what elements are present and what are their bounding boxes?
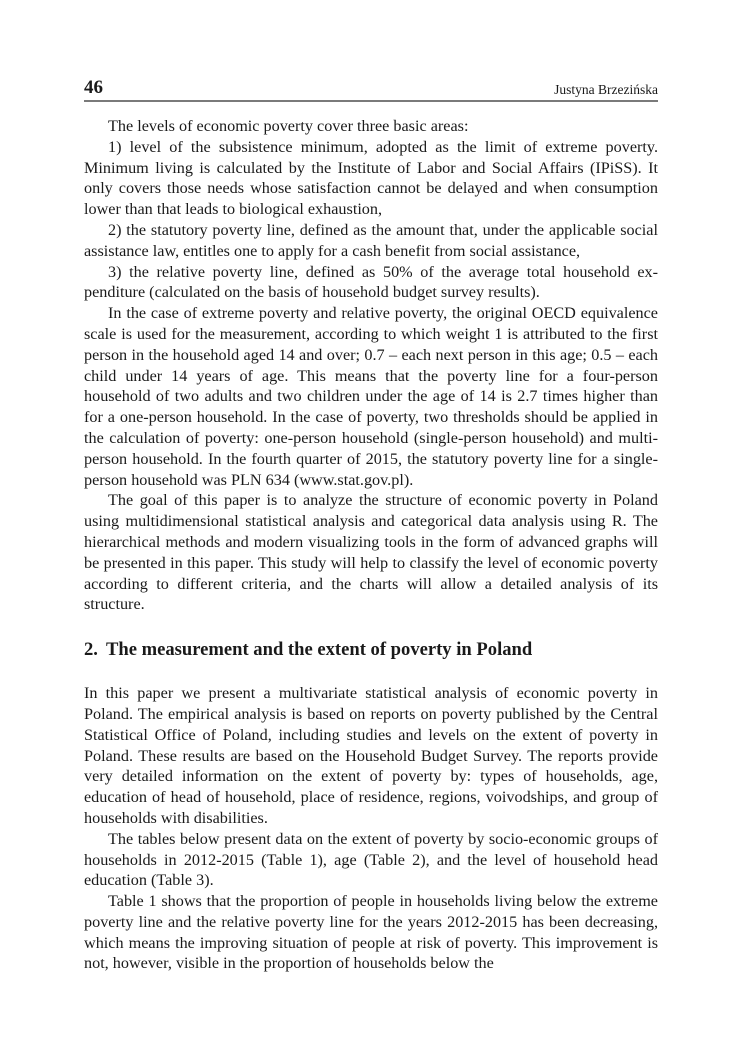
intro-list-item-1: 1) level of the subsistence minimum, adopted as the limit of extreme poverty. Minimum living is calculated by the Institute of Labor and Social Affairs (IPiSS). It only covers those needs whose satisfaction cannot be delayed and when consumption lower than that leads to biological exhaustion,: [84, 137, 658, 219]
intro-list-item-3: 3) the relative poverty line, defined as 50% of the average total household expenditure (calculated on the basis of household budget survey results).: [84, 262, 658, 302]
body-text: [84, 116, 658, 974]
running-author: Justyna Brzezińska: [554, 82, 658, 97]
paper-goal-paragraph: The goal of this paper is to analyze the structure of economic poverty in Poland using multidimensional statistical analysis and categorical data analysis using R. The hierarchical methods and modern visualizing tools in the form of advanced graphs will be presented in this paper. This study will help to classify the level of economic poverty according to different criteria, and the charts will allow a detailed analysis of its structure.: [84, 491, 658, 614]
section-paragraph: The tables below present data on the extent of poverty by socio-economic groups of households in 2012-2015 (Table 1), age (Table 2), and the level of household head education (Table 3).: [84, 829, 658, 890]
section-paragraph: Table 1 shows that the proportion of people in households living below the extreme poverty line and the relative poverty line for the years 2012-2015 has been decreasing, which means the improving situation of people at risk of poverty. This improvement is not, however, visible in the proportion of households below the: [84, 892, 658, 973]
running-head: [84, 76, 658, 102]
intro-list-item-2: 2) the statutory poverty line, defined as the amount that, under the applicable social assistance law, entitles one to apply for a cash benefit from social assistance,: [84, 220, 658, 260]
section-heading: [84, 639, 658, 661]
section-title: The measurement and the extent of poverty in Poland: [105, 639, 533, 661]
section-number: 2.: [84, 639, 98, 661]
section-paragraph: In this paper we present a multivariate statistical analysis of economic poverty in Poland. The empirical analysis is based on reports on poverty published by the Central Statistical Office of Poland, including studies and levels on the extent of poverty in Poland. These results are based on the Household Budget Survey. The reports provide very detailed information on the extent of poverty by: types of households, age, education of head of household, place of residence, regions, voivodships, and group of households with disabilities.: [84, 684, 658, 827]
intro-paragraph: The levels of economic poverty cover three basic areas:: [108, 117, 469, 135]
oecd-scale-paragraph: In the case of extreme poverty and relative poverty, the original OECD equivalence scale is used for the measurement, according to which weight 1 is attributed to the first person in the household aged 14 and over; 0.7 – each next person in this age; 0.5 – each child under 14 years of age. This means that the poverty line for a four-person household of two adults and two children under the age of 14 is 2.7 times higher than for a one-person household. In the case of poverty, two thresholds should be applied in the calculation of poverty: one-person household (single-person household) and multi-person household. In the fourth quarter of 2015, the statutory poverty line for a single-person household was PLN 634 (www.stat.gov.pl).: [84, 304, 658, 489]
page: [84, 76, 658, 974]
page-number: 46: [84, 77, 103, 98]
